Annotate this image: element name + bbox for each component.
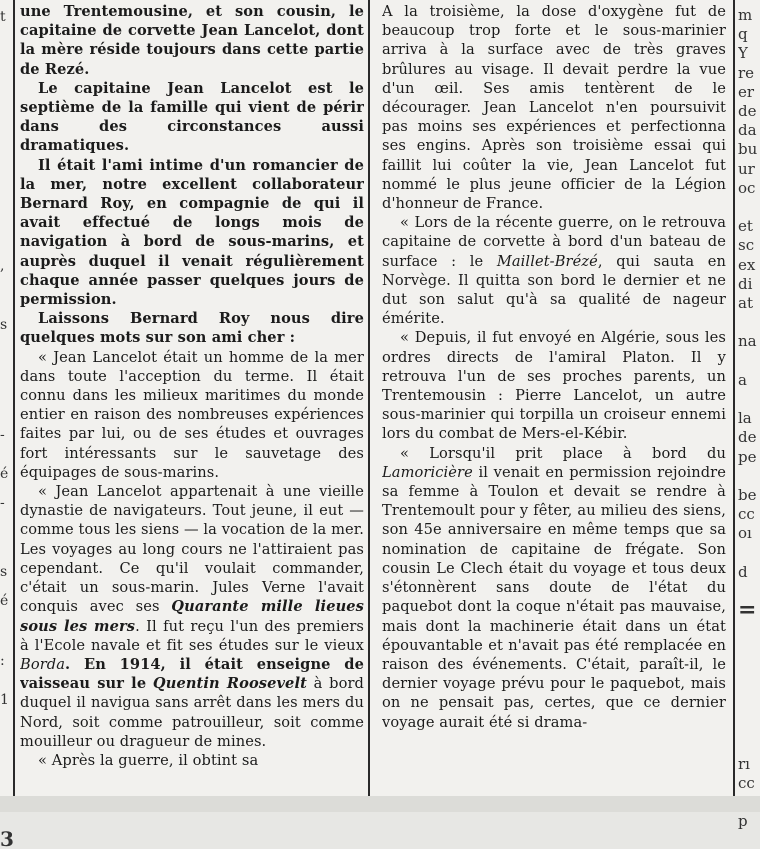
- margin-fragment: la: [738, 409, 752, 428]
- margin-fragment: [738, 544, 760, 563]
- margin-fragment: oı: [738, 524, 752, 543]
- book-title: Quarante mille lieues sous les mers: [20, 598, 364, 635]
- ship-name: Maillet-Brézé: [496, 252, 598, 270]
- margin-fragment: [738, 621, 760, 755]
- margin-fragment: 3: [0, 827, 14, 849]
- margin-fragment: at: [738, 294, 753, 313]
- margin-fragment: -: [0, 495, 5, 512]
- margin-fragment: di: [738, 274, 753, 293]
- right-margin-column: [738, 6, 760, 831]
- column-rule-left: [13, 0, 15, 812]
- paragraph: « Depuis, il fut envoyé en Algérie, sous les ordres directs de l'amiral Platon. Il y retrouva l'un de ses proches parents, un Trentemousin : Pierre Lancelot, un autre sous-marinier qui torpilla un croiseur ennemi lors du combat de Mers-el-Kébir.: [382, 329, 726, 443]
- ship-name: Lamoricière: [382, 463, 473, 481]
- margin-fragment: s: [0, 317, 8, 334]
- margin-fragment: er: [738, 82, 755, 101]
- margin-fragment: cc: [738, 505, 755, 524]
- margin-fragment: m: [738, 6, 753, 24]
- text-run: « Jean Lancelot appartenait à une vieille dynastie de navigateurs. Tout jeune, il eut — comme tous les siens — la vocation de la mer. Les voyages au long cours ne l'attiraient pas cependant. Ce qu'il voulait commander, c'était un sous-marin. Jules Verne l'avait conquis avec ses: [20, 483, 364, 616]
- margin-fragment: q: [738, 25, 748, 44]
- paragraph: « Après la guerre, il obtint sa: [38, 751, 259, 769]
- column-rule-right: [733, 0, 735, 812]
- margin-fragment: na: [738, 332, 757, 351]
- margin-fragment: ur: [738, 159, 755, 178]
- margin-fragment: cc: [738, 773, 755, 792]
- paragraph: [382, 213, 726, 328]
- margin-fragment: bu: [738, 140, 758, 159]
- margin-fragment: Y: [738, 44, 748, 63]
- margin-fragment: d: [738, 562, 748, 581]
- margin-fragment: be: [738, 486, 757, 505]
- paragraph: A la troisième, la dose d'oxygène fut de beaucoup trop forte et le sous-marinier arriva à la surface avec de très graves brûlures au visage. Il devait perdre la vue d'un œil. Ses amis tentèrent de le décourager. Jean Lancelot n'en poursuivit pas moins ses expériences et perfectionna ses engins. Après son troisième essai qui faillit lui coûter la vie, Jean Lancelot fut nommé le plus jeune officier de la Légion d'honneur de France.: [382, 3, 726, 213]
- margin-fragment: sc: [738, 236, 755, 255]
- text-run: « Lors de la récente guerre, on le retrouva capitaine de corvette à bord d'un bateau de surface : le: [382, 214, 726, 270]
- margin-fragment: pe: [738, 447, 757, 466]
- paragraph: « Jean Lancelot était un homme de la mer dans toute l'acception du terme. Il était connu dans les milieux maritimes du monde entier en raison des nombreuses expériences faites par lui, ou de ses études et ouvrages fort intéressants sur le sauvetage des équipages de sous-marins.: [20, 348, 364, 481]
- margin-fragment: ex: [738, 255, 756, 274]
- margin-fragment: -: [0, 426, 5, 443]
- margin-fragment: 1: [0, 691, 9, 708]
- ship-name: Borda: [20, 655, 66, 673]
- margin-fragment: [738, 390, 760, 409]
- text-run: , qui sauta en Norvège. Il quitta son bord le dernier et ne dut son salut qu'à sa qualité de nageur émérite.: [382, 252, 726, 328]
- margin-fragment: de: [738, 102, 757, 121]
- article-column-2: [382, 2, 726, 796]
- margin-fragment: oc: [738, 178, 756, 197]
- margin-fragment: p: [738, 812, 748, 831]
- text-run: il venait en permission rejoindre sa femme à Toulon et devait se rendre à Trentemoult pour y fêter, au milieu des siens, son 45e anniversaire en même temps que sa nomination de capitaine de frégate. Son cousin Le Clech était du voyage et tous deux s'étonnèrent sans doute de l'état du paquebot dont la coque n'était pas mauvaise, mais dont la machinerie était dans un état épouvantable et n'avait pas été remplacée en raison des événements. C'était, paraît-il, le dernier voyage prévu pour le paquebot, mais on ne pensait pas, certes, que ce dernier voyage aurait été si drama-: [382, 463, 726, 731]
- margin-fragment: [738, 198, 760, 217]
- paragraph: [20, 482, 364, 751]
- article-column-1: [20, 2, 364, 796]
- paragraph: Laissons Bernard Roy nous dire quelques mots sur son ami cher :: [20, 310, 364, 347]
- margin-fragment: é: [0, 593, 9, 610]
- text-run: à bord duquel il navigua sans arrêt dans les mers du Nord, soit comme patrouilleur, soit comme mouilleur ou dragueur de mines.: [20, 675, 364, 750]
- margin-fragment: t: [0, 9, 6, 25]
- page-bottom-edge: [0, 796, 760, 812]
- margin-fragment: da: [738, 121, 757, 140]
- margin-fragment: [738, 467, 760, 486]
- column-rule-middle: [368, 0, 370, 812]
- margin-fragment: =: [738, 597, 757, 624]
- margin-fragment: re: [738, 63, 755, 82]
- margin-fragment: [738, 352, 760, 371]
- paragraph: Le capitaine Jean Lancelot est le septième de la famille qui vient de périr dans des circonstances aussi dramatiques.: [20, 79, 364, 155]
- margin-fragment: et: [738, 217, 753, 236]
- text-run: . En 1914, il était enseigne de vaisseau sur le: [20, 655, 364, 693]
- paragraph: une Trentemousine, et son cousin, le capitaine de corvette Jean Lancelot, dont la mère réside toujours dans cette partie de Rezé.: [20, 3, 364, 78]
- paragraph: Il était l'ami intime d'un romancier de la mer, notre excellent collaborateur Bernard Roy, en compagnie de qui il avait effectué de longs mois de navigation à bord de sous-marins, et auprès duquel il venait régulièrement chaque année passer quelques jours de permission.: [20, 156, 364, 309]
- margin-fragment: s: [0, 564, 8, 581]
- margin-fragment: a: [738, 370, 747, 389]
- margin-fragment: é: [0, 465, 9, 482]
- margin-fragment: :: [0, 652, 5, 669]
- paragraph: [382, 444, 726, 732]
- ship-name: Quentin Roosevelt: [152, 675, 307, 693]
- text-run: . Il fut reçu l'un des premiers à l'Ecole navale et fit ses études sur le vieux: [20, 617, 364, 654]
- margin-fragment: [738, 313, 760, 332]
- margin-fragment: rı: [738, 754, 750, 773]
- text-run: « Lorsqu'il prit place à bord du: [400, 444, 726, 462]
- margin-fragment: ,: [0, 258, 5, 275]
- margin-fragment: de: [738, 428, 757, 447]
